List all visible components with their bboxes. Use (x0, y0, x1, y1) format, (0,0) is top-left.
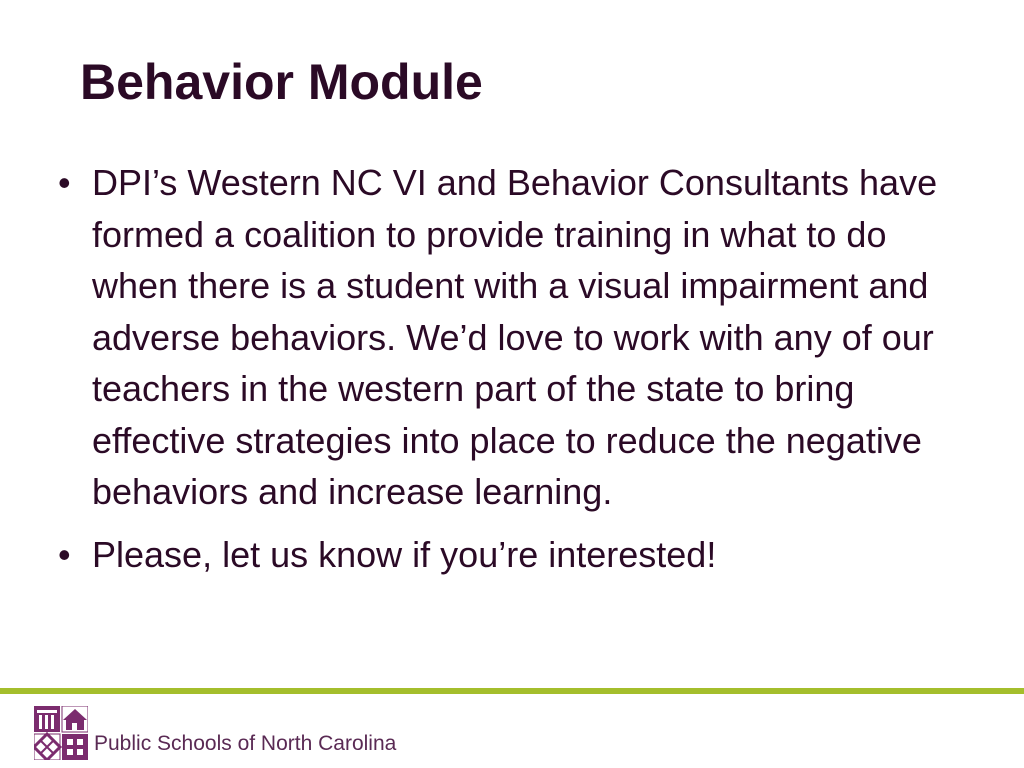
bullet-list (58, 157, 963, 580)
school-building-logo-icon (34, 706, 88, 760)
footer (34, 706, 396, 760)
bullet-text: Please, let us know if you’re interested! (92, 533, 717, 575)
bullet-item (58, 529, 963, 581)
organization-name: Public Schools of North Carolina (94, 732, 397, 755)
slide-title: Behavior Module (80, 54, 483, 110)
footer-divider (0, 688, 1024, 694)
bullet-marker: • (58, 533, 71, 575)
bullet-item (58, 157, 963, 518)
bullet-marker: • (58, 162, 71, 203)
bullet-text: DPI’s Western NC VI and Behavior Consultants have formed a coalition to provide training in what to do when there is a student with a visual impairment and adverse behaviors. We’d love to work with any of our teachers in the western part of the state to bring effective strategies into place to reduce the negative behaviors and increase learning. (92, 162, 938, 512)
